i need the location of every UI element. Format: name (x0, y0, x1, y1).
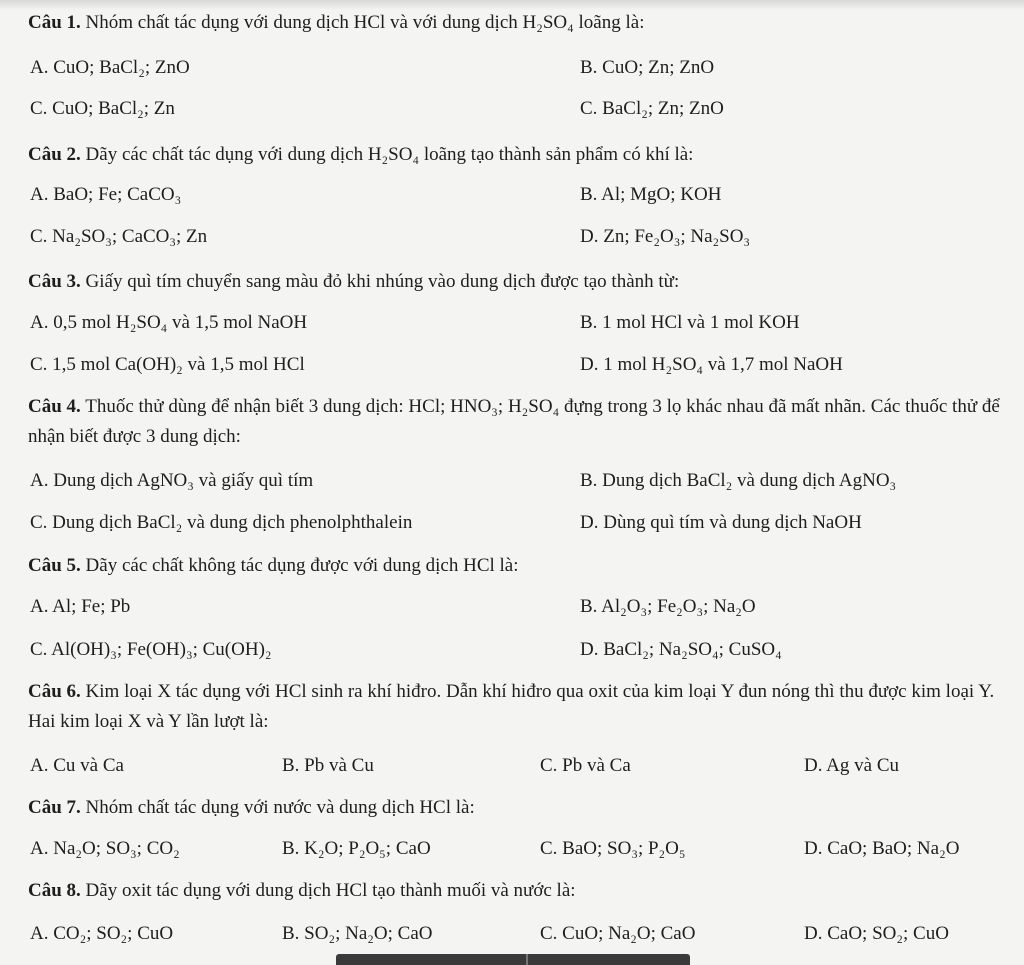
q5-option-b: B. Al₂O₃; Fe₂O₃; Na₂O (580, 596, 756, 617)
q1-option-d: C. BaCl₂; Zn; ZnO (580, 98, 724, 119)
q3-option-a: A. 0,5 mol H₂SO₄ và 1,5 mol NaOH (30, 312, 308, 333)
question-7-number: Câu 7. (28, 797, 81, 818)
q6-option-a: A. Cu và Ca (30, 755, 124, 776)
q5-option-d: D. BaCl₂; Na₂SO₄; CuSO₄ (580, 639, 782, 660)
question-3 (28, 267, 1006, 297)
q3-option-d: D. 1 mol H₂SO₄ và 1,7 mol NaOH (580, 354, 843, 375)
q6-option-c: C. Pb và Ca (540, 755, 631, 776)
question-1-number: Câu 1. (28, 12, 81, 33)
q8-option-c: C. CuO; Na₂O; CaO (540, 923, 696, 944)
q3-option-c: C. 1,5 mol Ca(OH)₂ và 1,5 mol HCl (30, 354, 305, 375)
question-3-text: Giấy quì tím chuyển sang màu đỏ khi nhúng vào dung dịch được tạo thành từ: (85, 271, 680, 292)
question-8 (28, 876, 1006, 906)
q2-option-c: C. Na₂SO₃; CaCO₃; Zn (30, 226, 208, 247)
question-4-text: Thuốc thử dùng để nhận biết 3 dung dịch: HCl; HNO₃; H₂SO₄ đựng trong 3 lọ khác nhau đã mất nhãn. Các thuốc thử để nhận biết được 3 dung dịch: (28, 396, 1000, 447)
q5-option-a: A. Al; Fe; Pb (30, 596, 131, 617)
question-6-text: Kim loại X tác dụng với HCl sinh ra khí hiđro. Dẫn khí hiđro qua oxit của kim loại Y đun nóng thì thu được kim loại Y. Hai kim loại X và Y lần lượt là: (28, 681, 995, 732)
q4-option-d: D. Dùng quì tím và dung dịch NaOH (580, 512, 862, 533)
question-5-number: Câu 5. (28, 555, 81, 576)
question-3-number: Câu 3. (28, 271, 81, 292)
q8-option-b: B. SO₂; Na₂O; CaO (282, 923, 433, 944)
question-7-text: Nhóm chất tác dụng với nước và dung dịch HCl là: (85, 797, 475, 818)
question-6-number: Câu 6. (28, 681, 81, 702)
question-8-number: Câu 8. (28, 880, 81, 901)
q4-option-c: C. Dung dịch BaCl₂ và dung dịch phenolphthalein (30, 512, 413, 533)
q6-option-b: B. Pb và Cu (282, 755, 374, 776)
question-8-text: Dãy oxit tác dụng với dung dịch HCl tạo thành muối và nước là: (85, 880, 576, 901)
question-4-number: Câu 4. (28, 396, 81, 417)
question-6 (28, 677, 1006, 737)
q2-option-a: A. BaO; Fe; CaCO₃ (30, 184, 182, 205)
bottom-toolbar[interactable] (336, 954, 690, 965)
question-5-text: Dãy các chất không tác dụng được với dung dịch HCl là: (85, 555, 519, 576)
q5-option-c: C. Al(OH)₃; Fe(OH)₃; Cu(OH)₂ (30, 639, 272, 660)
question-1-text: Nhóm chất tác dụng với dung dịch HCl và với dung dịch H₂SO₄ loãng là: (85, 12, 645, 33)
q2-option-d: D. Zn; Fe₂O₃; Na₂SO₃ (580, 226, 751, 247)
question-2-number: Câu 2. (28, 144, 81, 165)
q4-option-a: A. Dung dịch AgNO₃ và giấy quì tím (30, 470, 314, 491)
q8-option-a: A. CO₂; SO₂; CuO (30, 923, 174, 944)
question-2 (28, 140, 1006, 170)
question-1 (28, 8, 1006, 38)
q1-option-a: A. CuO; BaCl₂; ZnO (30, 57, 190, 78)
question-2-text: Dãy các chất tác dụng với dung dịch H₂SO₄ loãng tạo thành sản phẩm có khí là: (85, 144, 694, 165)
toolbar-divider (526, 954, 528, 965)
q4-option-b: B. Dung dịch BaCl₂ và dung dịch AgNO₃ (580, 470, 897, 491)
q1-option-b: B. CuO; Zn; ZnO (580, 57, 715, 78)
question-7 (28, 793, 1006, 823)
q7-option-b: B. K₂O; P₂O₅; CaO (282, 838, 431, 859)
q7-option-d: D. CaO; BaO; Na₂O (804, 838, 960, 859)
q3-option-b: B. 1 mol HCl và 1 mol KOH (580, 312, 800, 333)
q6-option-d: D. Ag và Cu (804, 755, 899, 776)
q7-option-c: C. BaO; SO₃; P₂O₅ (540, 838, 686, 859)
q7-option-a: A. Na₂O; SO₃; CO₂ (30, 838, 180, 859)
q1-option-c: C. CuO; BaCl₂; Zn (30, 98, 175, 119)
question-5 (28, 551, 1006, 581)
q8-option-d: D. CaO; SO₂; CuO (804, 923, 949, 944)
q2-option-b: B. Al; MgO; KOH (580, 184, 722, 205)
question-4 (28, 392, 1006, 452)
